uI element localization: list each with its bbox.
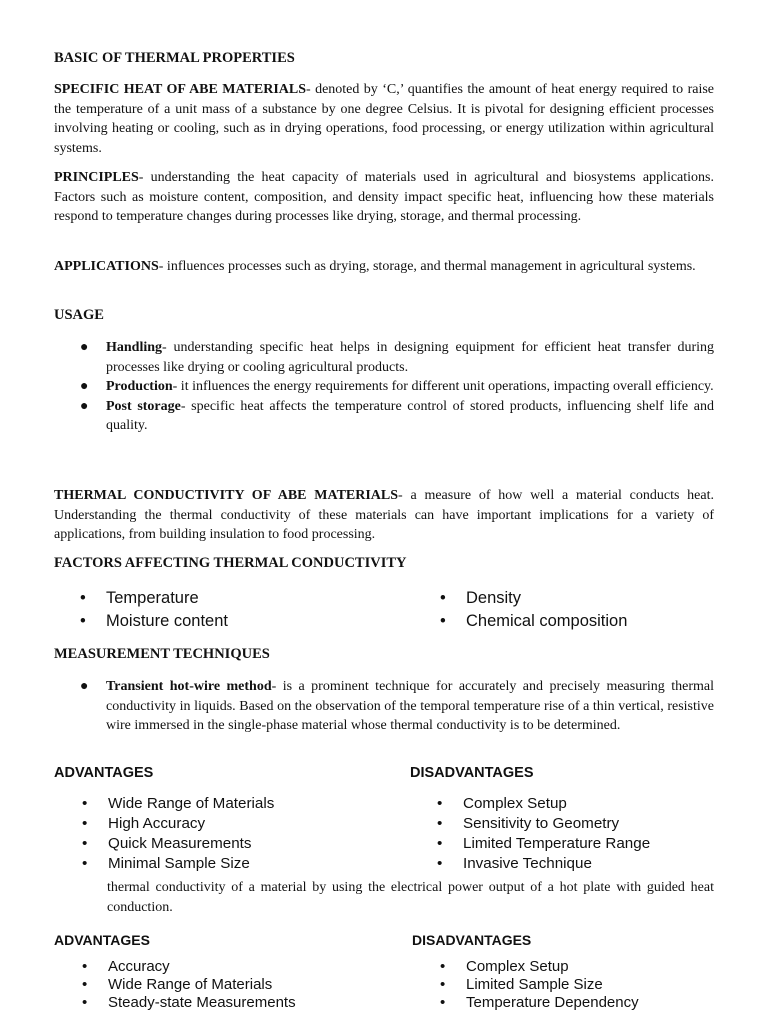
thermal-conductivity-text: - a measure of how well a material conducts heat. Understanding the thermal conductivity of these materials can have important implications for a variety of applications, from building insulation to food processing. [54,488,714,542]
list-item [82,834,382,854]
list-item [80,377,714,397]
advantage-label: Minimal Sample Size [108,855,250,872]
factor-label: Chemical composition [466,611,628,630]
factors-right-list [440,587,740,632]
usage-item-lead: Post storage [106,398,181,414]
disadvantage-label: Sensitivity to Geometry [463,815,620,832]
usage-item-text: - specific heat affects the temperature control of stored products, influencing shelf life and quality. [106,398,714,433]
list-item [80,610,380,633]
factor-label: Temperature [106,589,199,607]
bullet-icon: • [440,611,446,630]
factors-heading: FACTORS AFFECTING THERMAL CONDUCTIVITY [54,555,407,571]
specific-heat-text: - denoted by ‘C,’ quantifies the amount of heat energy required to raise the temperature of a unit mass of a substance by one degree Celsius. It is pivotal for designing efficient processes involving heating or cooling, such as in drying operations, food processing, or energy utilization within agricultural systems. [54,82,714,156]
disadvantages-list [437,794,737,874]
usage-item-lead: Production [106,379,173,394]
disadvantage-label: Limited Sample Size [466,976,603,993]
advantage-label: Steady-state Measurements [108,994,296,1011]
bullet-icon: • [82,815,88,832]
list-item [437,814,737,834]
advantage-label: Accuracy [108,958,170,975]
usage-list [80,338,714,436]
disadvantage-label: Complex Setup [463,795,567,812]
measurement-item-lead: Transient hot-wire method [106,679,272,694]
principles-lead: PRINCIPLES [54,170,139,185]
disadvantages-list-2 [440,958,740,1012]
list-item [82,958,382,976]
list-item [82,854,382,874]
measurement-list [80,677,714,736]
list-item [440,610,740,633]
bullet-icon: • [440,976,446,993]
list-item [437,794,737,814]
list-item [80,587,380,610]
bullet-icon: • [82,795,88,812]
disadvantage-label: Temperature Dependency [466,994,639,1011]
bullet-icon: • [437,815,443,832]
thermal-conductivity-lead: THERMAL CONDUCTIVITY OF ABE MATERIALS [54,488,399,503]
bullet-icon: • [437,795,443,812]
bullet-icon: • [82,835,88,852]
bullet-icon: ● [80,340,89,355]
advantage-label: High Accuracy [108,815,206,832]
bullet-icon: • [440,958,446,975]
disadvantage-label: Invasive Technique [463,855,592,872]
applications-lead: APPLICATIONS [54,259,159,274]
disadvantage-label: Limited Temperature Range [463,835,651,852]
bullet-icon: • [82,994,88,1011]
specific-heat-lead: SPECIFIC HEAT OF ABE MATERIALS [54,82,307,97]
factor-label: Moisture content [106,611,228,630]
advantage-label: Wide Range of Materials [108,976,273,993]
list-item [82,994,382,1012]
list-item [82,976,382,994]
advantages-list [82,794,382,874]
list-item [440,976,740,994]
factor-label: Density [466,589,522,607]
list-item [80,397,714,436]
disadvantages-heading: DISADVANTAGES [410,765,534,781]
advantages-heading-2: ADVANTAGES [54,932,150,948]
principles-text: - understanding the heat capacity of materials used in agricultural and biosystems applications. Factors such as moisture content, composition, and density impact specific heat, influencing how these materials respond to temperature changes during processes like drying, storage, and thermal processing. [54,170,714,224]
bullet-icon: • [82,855,88,872]
applications-paragraph [54,257,714,277]
advantage-label: Wide Range of Materials [108,795,275,812]
bullet-icon: ● [80,679,89,694]
bullet-icon: ● [80,398,89,414]
bullet-icon: • [80,589,86,607]
bullet-icon: • [437,855,443,872]
bullet-icon: • [440,589,446,607]
list-item [80,677,714,736]
measurement-heading: MEASUREMENT TECHNIQUES [54,646,270,662]
usage-item-lead: Handling [106,340,163,355]
bullet-icon: • [440,994,446,1011]
advantages-heading: ADVANTAGES [54,765,154,781]
advantage-label: Quick Measurements [108,835,252,852]
measurement-item-text: - is a prominent technique for accurately and precisely measuring thermal conductivity in liquids. Based on the observation of the temporal temperature rise of a thin vertical, resistive wire immersed in the single-phase material whose thermal conductivity is to be determined. [106,679,714,733]
list-item [437,834,737,854]
bullet-icon: • [82,976,88,993]
list-item [440,587,740,610]
usage-item-text: - it influences the energy requirements for different unit operations, impacting overall efficiency. [172,379,714,394]
list-item [440,994,740,1012]
list-item [80,338,714,377]
usage-heading: USAGE [54,307,104,323]
applications-text: - influences processes such as drying, storage, and thermal management in agricultural systems. [158,259,696,274]
list-item [82,814,382,834]
disadvantage-label: Complex Setup [466,958,569,975]
bullet-icon: ● [80,379,89,394]
hot-plate-paragraph: thermal conductivity of a material by using the electrical power output of a hot plate with guided heat conduction. [107,880,714,915]
principles-paragraph [54,168,714,227]
bullet-icon: • [437,835,443,852]
factors-left-list [80,587,380,632]
usage-item-text: - understanding specific heat helps in designing equipment for efficient heat transfer during processes like drying or cooling agricultural products. [106,340,714,375]
list-item [440,958,740,976]
specific-heat-paragraph [54,80,714,158]
disadvantages-heading-2: DISADVANTAGES [412,932,532,948]
bullet-icon: • [80,611,86,630]
list-item [437,854,737,874]
thermal-conductivity-paragraph [54,486,714,545]
page-title: BASIC OF THERMAL PROPERTIES [54,50,295,66]
bullet-icon: • [82,958,88,975]
list-item [82,794,382,814]
advantages-list-2 [82,958,382,1012]
